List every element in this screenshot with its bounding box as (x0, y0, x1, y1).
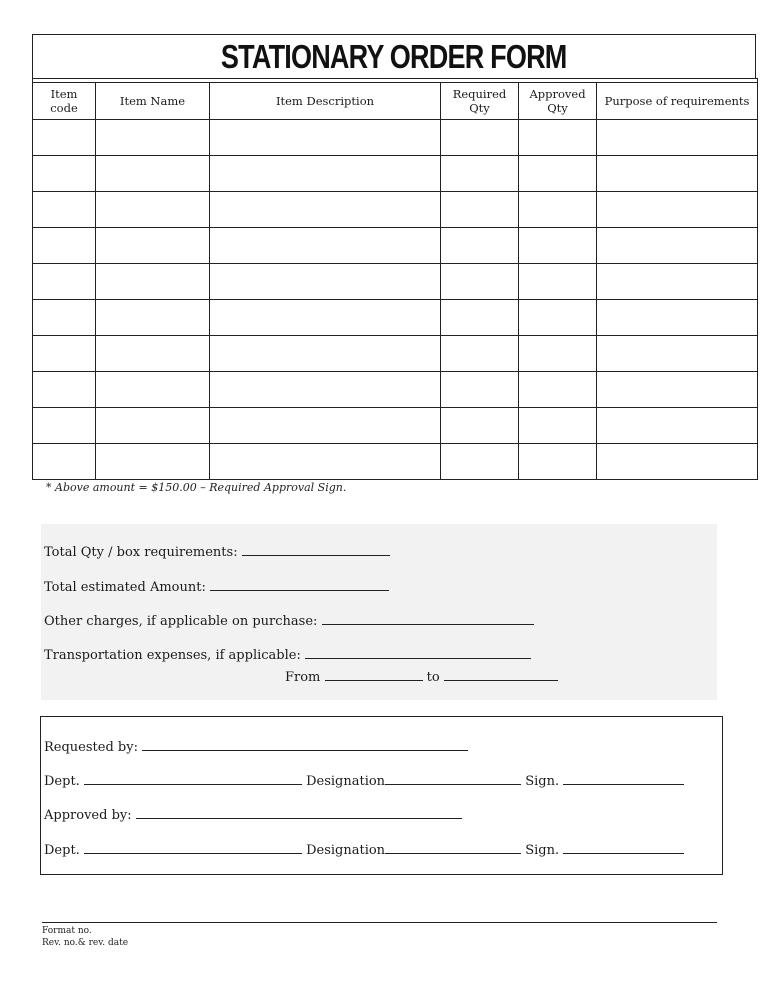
from-date-field[interactable] (325, 668, 423, 681)
required-qty-cell[interactable] (441, 264, 519, 300)
item-code-cell[interactable] (33, 264, 96, 300)
column-header-purpose: Purpose of requirements (597, 83, 758, 120)
item-name-cell[interactable] (96, 444, 210, 480)
approved-qty-cell[interactable] (519, 300, 597, 336)
table-header-row (33, 83, 758, 120)
format-number-label: Format no. (42, 926, 92, 936)
item-name-cell[interactable] (96, 372, 210, 408)
item-code-cell[interactable] (33, 372, 96, 408)
approver-designation-field[interactable] (385, 841, 521, 854)
item-description-cell[interactable] (210, 156, 441, 192)
item-description-cell[interactable] (210, 192, 441, 228)
requester-details-line (44, 772, 684, 789)
approved-qty-cell[interactable] (519, 408, 597, 444)
approved-qty-cell[interactable] (519, 120, 597, 156)
item-description-cell[interactable] (210, 300, 441, 336)
from-label: From (285, 670, 321, 685)
order-items-table (32, 78, 758, 480)
dept-label: Dept. (44, 843, 80, 858)
approved-by-field[interactable] (136, 806, 462, 819)
required-qty-cell[interactable] (441, 156, 519, 192)
dept-label: Dept. (44, 774, 80, 789)
item-name-cell[interactable] (96, 228, 210, 264)
table-row (33, 192, 758, 228)
approved-qty-cell[interactable] (519, 444, 597, 480)
form-title: STATIONARY ORDER FORM (221, 37, 567, 75)
signature-panel (40, 716, 723, 875)
column-header-item-description: Item Description (210, 83, 441, 120)
purpose-cell[interactable] (597, 120, 758, 156)
purpose-cell[interactable] (597, 372, 758, 408)
footer-divider (42, 922, 717, 923)
approver-dept-field[interactable] (84, 841, 302, 854)
item-code-cell[interactable] (33, 444, 96, 480)
sign-label: Sign. (525, 843, 560, 858)
table-row (33, 264, 758, 300)
item-name-cell[interactable] (96, 264, 210, 300)
other-charges-line (44, 612, 534, 629)
total-amount-label: Total estimated Amount: (44, 580, 206, 595)
other-charges-label: Other charges, if applicable on purchase: (44, 614, 318, 629)
summary-panel (41, 524, 717, 700)
item-code-cell[interactable] (33, 120, 96, 156)
approved-qty-cell[interactable] (519, 336, 597, 372)
item-code-cell[interactable] (33, 192, 96, 228)
item-code-cell[interactable] (33, 408, 96, 444)
item-name-cell[interactable] (96, 300, 210, 336)
sign-label: Sign. (525, 774, 560, 789)
requester-sign-field[interactable] (563, 772, 684, 785)
total-qty-label: Total Qty / box requirements: (44, 545, 238, 560)
approver-sign-field[interactable] (563, 841, 684, 854)
column-header-approved-qty: Approved Qty (519, 83, 597, 120)
item-code-cell[interactable] (33, 300, 96, 336)
item-code-cell[interactable] (33, 336, 96, 372)
item-name-cell[interactable] (96, 120, 210, 156)
required-qty-cell[interactable] (441, 336, 519, 372)
item-description-cell[interactable] (210, 444, 441, 480)
item-description-cell[interactable] (210, 120, 441, 156)
requested-by-field[interactable] (142, 738, 468, 751)
required-qty-cell[interactable] (441, 444, 519, 480)
approver-details-line (44, 841, 684, 858)
item-name-cell[interactable] (96, 408, 210, 444)
approved-by-label: Approved by: (44, 808, 132, 823)
required-qty-cell[interactable] (441, 408, 519, 444)
form-header (32, 34, 756, 78)
purpose-cell[interactable] (597, 156, 758, 192)
column-header-required-qty: Required Qty (441, 83, 519, 120)
item-description-cell[interactable] (210, 372, 441, 408)
table-row (33, 444, 758, 480)
revision-label: Rev. no.& rev. date (42, 938, 129, 948)
purpose-cell[interactable] (597, 300, 758, 336)
requested-by-line (44, 738, 468, 755)
approved-qty-cell[interactable] (519, 264, 597, 300)
transport-field[interactable] (305, 646, 531, 659)
required-qty-cell[interactable] (441, 372, 519, 408)
date-range-line (285, 668, 558, 685)
purpose-cell[interactable] (597, 228, 758, 264)
designation-label: Designation (306, 843, 386, 858)
requester-designation-field[interactable] (385, 772, 521, 785)
approved-qty-cell[interactable] (519, 372, 597, 408)
total-qty-field[interactable] (242, 543, 390, 556)
purpose-cell[interactable] (597, 336, 758, 372)
required-qty-cell[interactable] (441, 228, 519, 264)
table-row (33, 300, 758, 336)
required-qty-cell[interactable] (441, 192, 519, 228)
table-row (33, 156, 758, 192)
purpose-cell[interactable] (597, 408, 758, 444)
requested-by-label: Requested by: (44, 740, 138, 755)
approved-by-line (44, 806, 462, 823)
table-row (33, 228, 758, 264)
approved-qty-cell[interactable] (519, 192, 597, 228)
table-row (33, 120, 758, 156)
total-amount-line (44, 578, 389, 595)
table-row (33, 372, 758, 408)
other-charges-field[interactable] (322, 612, 534, 625)
approved-qty-cell[interactable] (519, 156, 597, 192)
designation-label: Designation (306, 774, 386, 789)
purpose-cell[interactable] (597, 264, 758, 300)
approval-footnote: * Above amount = $150.00 – Required Approval Sign. (46, 481, 347, 494)
required-qty-cell[interactable] (441, 300, 519, 336)
item-name-cell[interactable] (96, 336, 210, 372)
table-row (33, 408, 758, 444)
item-description-cell[interactable] (210, 408, 441, 444)
item-code-cell[interactable] (33, 156, 96, 192)
to-date-field[interactable] (444, 668, 558, 681)
total-amount-field[interactable] (210, 578, 389, 591)
column-header-item-code: Item code (33, 83, 96, 120)
transport-label: Transportation expenses, if applicable: (44, 648, 301, 663)
purpose-cell[interactable] (597, 444, 758, 480)
item-name-cell[interactable] (96, 156, 210, 192)
total-qty-line (44, 543, 390, 560)
item-name-cell[interactable] (96, 192, 210, 228)
approved-qty-cell[interactable] (519, 228, 597, 264)
column-header-item-name: Item Name (96, 83, 210, 120)
requester-dept-field[interactable] (84, 772, 302, 785)
item-description-cell[interactable] (210, 228, 441, 264)
transport-line (44, 646, 531, 663)
table-row (33, 336, 758, 372)
item-description-cell[interactable] (210, 264, 441, 300)
to-label: to (426, 670, 440, 685)
required-qty-cell[interactable] (441, 120, 519, 156)
purpose-cell[interactable] (597, 192, 758, 228)
item-description-cell[interactable] (210, 336, 441, 372)
item-code-cell[interactable] (33, 228, 96, 264)
